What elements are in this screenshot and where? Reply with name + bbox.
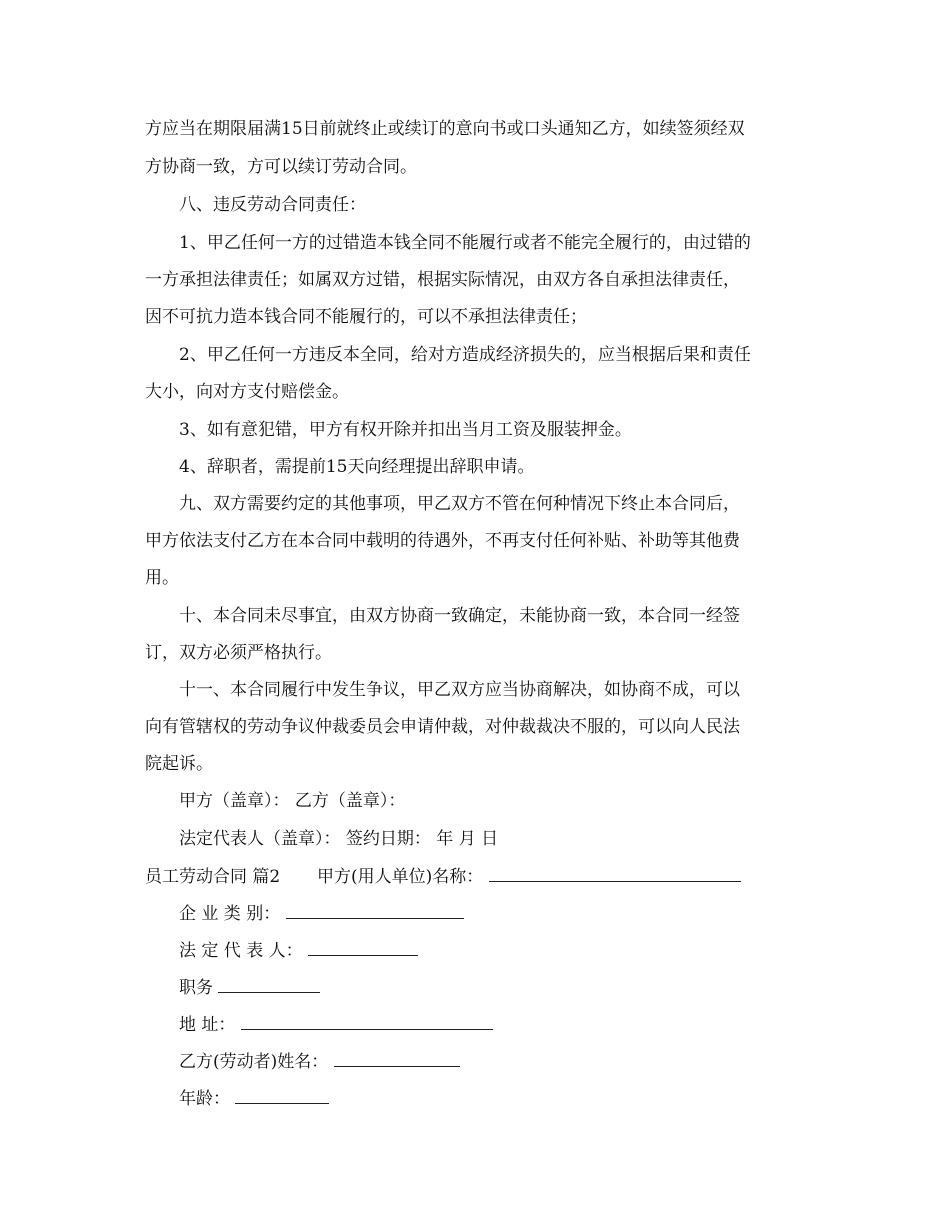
paragraph-line: 3、如有意犯错，甲方有权开除并扣出当月工资及服装押金。 [179, 420, 632, 440]
age-row [179, 1087, 329, 1110]
age-blank [235, 1087, 329, 1104]
legal-rep-label: 法 定 代 表 人： [179, 941, 303, 961]
enterprise-type-row [179, 902, 464, 925]
paragraph-line: 1、甲乙任何一方的过错造本钱全同不能履行或者不能完全履行的，由过错的 [179, 233, 751, 253]
legal-rep-date-line: 法定代表人（盖章）： 签约日期： 年 月 日 [179, 829, 499, 849]
party-a-label: 甲方(用人单位)名称： [317, 867, 484, 887]
address-blank [241, 1013, 493, 1030]
address-label: 地 址： [179, 1015, 236, 1035]
signature-line: 甲方（盖章）： 乙方（盖章）： [179, 791, 406, 811]
position-label: 职务 [179, 978, 213, 998]
paragraph-line: 订，双方必须严格执行。 [145, 643, 332, 663]
paragraph-line: 2、甲乙任何一方违反本全同，给对方造成经济损失的，应当根据后果和责任 [179, 345, 751, 365]
section-eleven-line: 十一、本合同履行中发生争议，甲乙双方应当协商解决，如协商不成，可以 [179, 680, 740, 700]
position-blank [218, 976, 320, 993]
paragraph-line: 用。 [145, 568, 179, 588]
legal-rep-row [179, 939, 418, 962]
paragraph-line: 大小，向对方支付赔偿金。 [145, 382, 349, 402]
paragraph-line: 4、辞职者，需提前15天向经理提出辞职申请。 [179, 457, 535, 477]
paragraph-line: 方协商一致，方可以续订劳动合同。 [145, 157, 417, 177]
age-label: 年龄： [179, 1089, 230, 1109]
position-row [179, 976, 320, 999]
section2-heading-row [145, 865, 741, 888]
party-a-blank [489, 865, 741, 882]
enterprise-type-blank [286, 902, 464, 919]
section-nine-line: 九、双方需要约定的其他事项，甲乙双方不管在何种情况下终止本合同后， [179, 494, 740, 514]
paragraph-line: 方应当在期限届满15日前就终止或续订的意向书或口头通知乙方，如续签须经双 [145, 119, 745, 139]
paragraph-line: 因不可抗力造本钱合同不能履行的，可以不承担法律责任； [145, 307, 587, 327]
legal-rep-blank [308, 939, 418, 956]
section2-heading: 员工劳动合同 篇2 [145, 867, 281, 887]
paragraph-line: 甲方依法支付乙方在本合同中载明的待遇外，不再支付任何补贴、补助等其他费 [145, 531, 740, 551]
section-heading-eight: 八、违反劳动合同责任： [179, 195, 366, 215]
paragraph-line: 一方承担法律责任；如属双方过错，根据实际情况，由双方各自承担法律责任， [145, 270, 740, 290]
party-b-name-label: 乙方(劳动者)姓名： [179, 1052, 329, 1072]
enterprise-type-label: 企 业 类 别： [179, 904, 281, 924]
party-b-name-blank [334, 1050, 460, 1067]
section-ten-line: 十、本合同未尽事宜，由双方协商一致确定，未能协商一致，本合同一经签 [179, 606, 740, 626]
party-b-name-row [179, 1050, 460, 1073]
paragraph-line: 向有管辖权的劳动争议仲裁委员会申请仲裁，对仲裁裁决不服的，可以向人民法 [145, 717, 740, 737]
paragraph-line: 院起诉。 [145, 754, 213, 774]
address-row [179, 1013, 493, 1036]
